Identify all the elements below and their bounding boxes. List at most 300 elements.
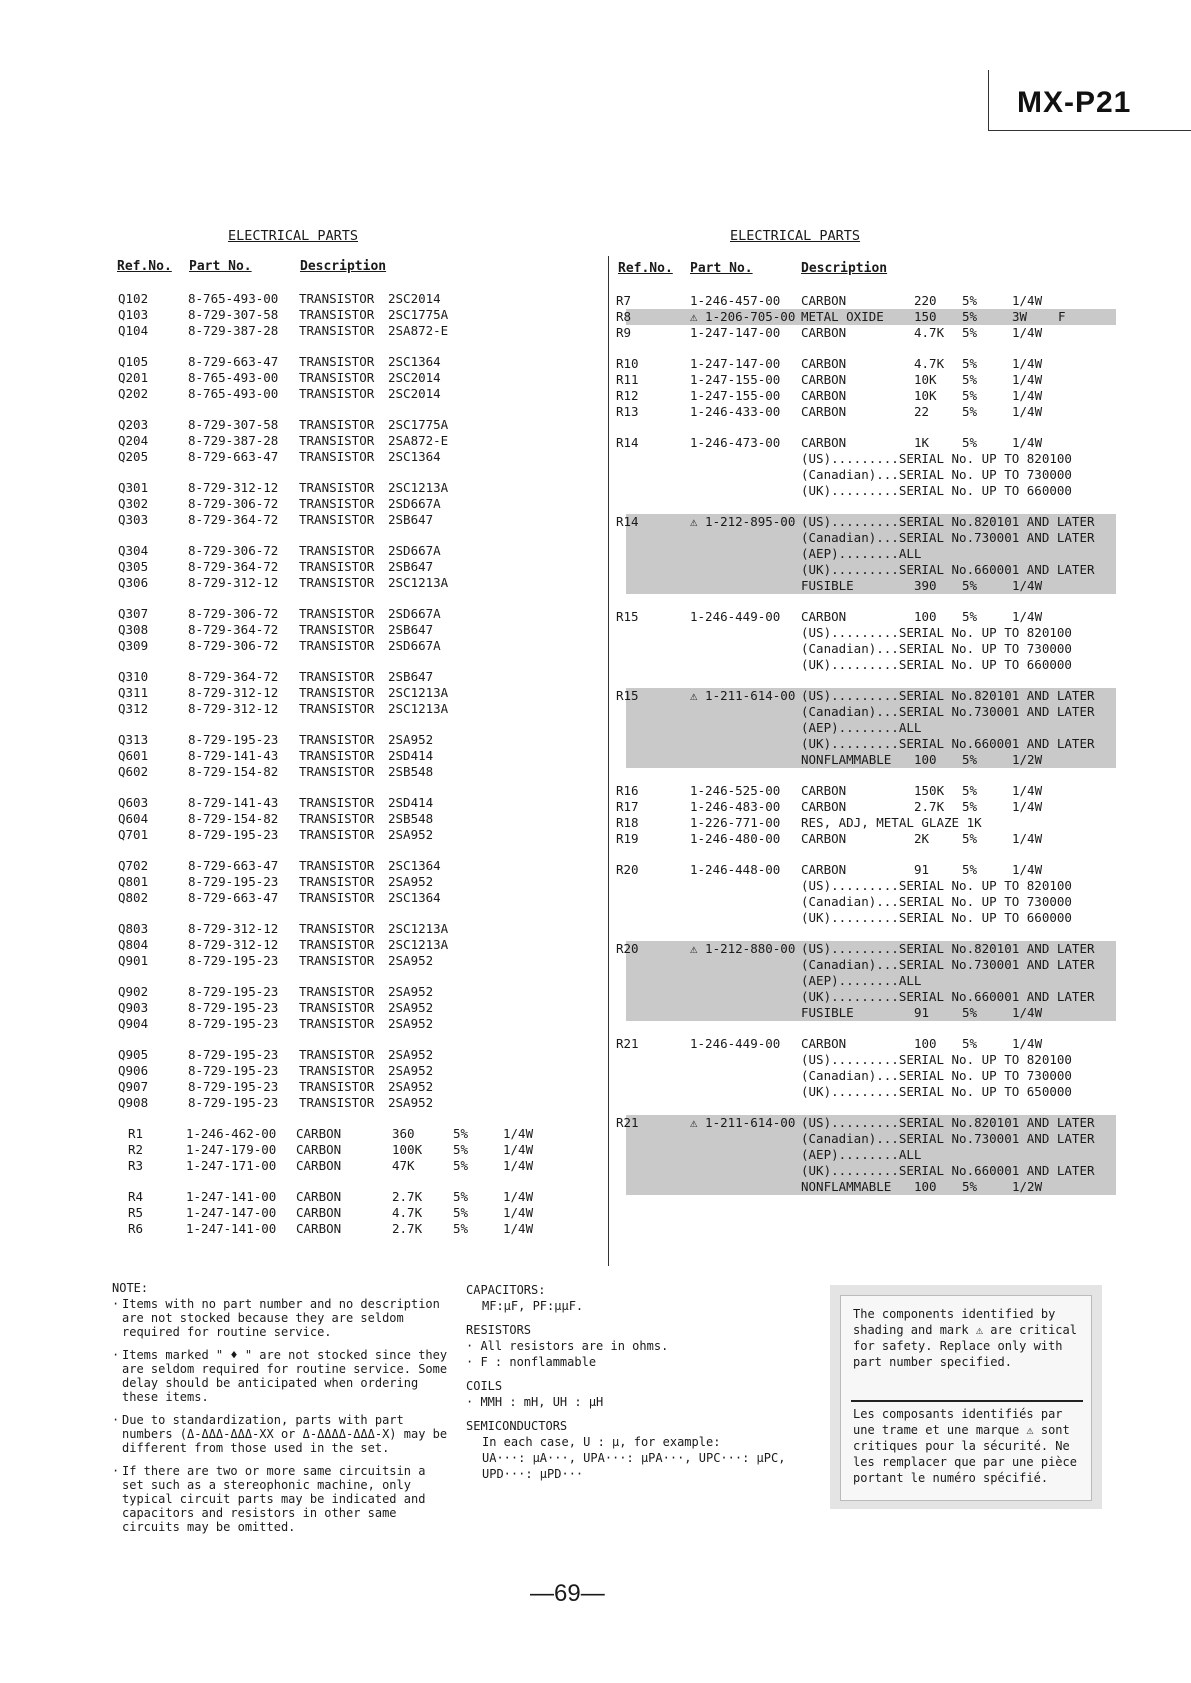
description: (UK).........SERIAL No.660001 AND LATER bbox=[801, 989, 1095, 1004]
description-type: TRANSISTOR bbox=[299, 559, 375, 574]
tolerance: 5% bbox=[962, 1005, 978, 1020]
parts-row bbox=[626, 1052, 1116, 1068]
parts-row bbox=[118, 1158, 588, 1174]
parts-row bbox=[616, 941, 1116, 957]
note-text: Due to standardization, parts with part numbers (Δ-ΔΔΔ-ΔΔΔ-XX or Δ-ΔΔΔΔ-ΔΔΔ-X) may be different from those used in the set. bbox=[122, 1413, 448, 1455]
parts-row bbox=[616, 688, 1116, 704]
part-no: 8-729-306-72 bbox=[188, 606, 279, 621]
description-type: TRANSISTOR bbox=[299, 496, 375, 511]
safety-shaded-row bbox=[616, 309, 1116, 325]
description-spec: 2SA952 bbox=[388, 1095, 434, 1110]
value: 2.7K bbox=[392, 1189, 423, 1204]
semiconductors-title: SEMICONDUCTORS bbox=[466, 1419, 568, 1433]
ref-no: R13 bbox=[616, 404, 639, 419]
note-item bbox=[112, 1413, 452, 1455]
ref-no: R17 bbox=[616, 799, 639, 814]
description: (US).........SERIAL No.820101 AND LATER bbox=[801, 941, 1095, 956]
parts-row bbox=[616, 1115, 1116, 1131]
description-type: CARBON bbox=[296, 1158, 342, 1173]
tolerance: 5% bbox=[453, 1158, 469, 1173]
parts-row bbox=[626, 752, 1116, 768]
part-no: 8-729-195-23 bbox=[188, 1000, 279, 1015]
description-spec: 2SC1775A bbox=[388, 417, 449, 432]
parts-row bbox=[616, 372, 1116, 388]
part-no: 8-729-306-72 bbox=[188, 543, 279, 558]
description-type: TRANSISTOR bbox=[299, 1016, 375, 1031]
ref-no: Q803 bbox=[118, 921, 149, 936]
ref-no: Q305 bbox=[118, 559, 149, 574]
part-no: 8-729-306-72 bbox=[188, 496, 279, 511]
parts-row bbox=[626, 625, 1116, 641]
parts-row bbox=[118, 543, 588, 559]
wattage: 1/4W bbox=[1012, 799, 1043, 814]
part-no: 1-247-147-00 bbox=[690, 325, 781, 340]
parts-row bbox=[118, 480, 588, 496]
description-spec: 2SA952 bbox=[388, 732, 434, 747]
ref-no: R19 bbox=[616, 831, 639, 846]
ref-no: R14 bbox=[616, 514, 639, 529]
description: (UK).........SERIAL No.660001 AND LATER bbox=[801, 562, 1095, 577]
ref-no: Q105 bbox=[118, 354, 149, 369]
parts-row bbox=[626, 1084, 1116, 1100]
parts-row bbox=[118, 1063, 588, 1079]
part-no: ⚠ 1-206-705-00 bbox=[690, 309, 796, 324]
part-no: 8-729-663-47 bbox=[188, 354, 279, 369]
part-no: 1-246-433-00 bbox=[690, 404, 781, 419]
group-spacer bbox=[118, 339, 588, 354]
part-no: 1-247-141-00 bbox=[186, 1221, 277, 1236]
description-type: NONFLAMMABLE bbox=[801, 752, 892, 767]
group-spacer bbox=[118, 1174, 588, 1189]
group-spacer bbox=[118, 780, 588, 795]
left-header-part: Part No. bbox=[189, 259, 252, 274]
description-type: TRANSISTOR bbox=[299, 323, 375, 338]
parts-row bbox=[626, 467, 1116, 483]
wattage: 1/4W bbox=[1012, 831, 1043, 846]
part-no: 8-729-312-12 bbox=[188, 575, 279, 590]
description-type: CARBON bbox=[801, 783, 847, 798]
ref-no: R21 bbox=[616, 1036, 639, 1051]
part-no: 1-246-480-00 bbox=[690, 831, 781, 846]
parts-block bbox=[616, 862, 1116, 926]
description-spec: 2SC2014 bbox=[388, 386, 441, 401]
ref-no: Q308 bbox=[118, 622, 149, 637]
description-spec: 2SC1775A bbox=[388, 307, 449, 322]
parts-row bbox=[118, 1126, 588, 1142]
ref-no: Q205 bbox=[118, 449, 149, 464]
part-no: 8-729-364-72 bbox=[188, 559, 279, 574]
ref-no: Q701 bbox=[118, 827, 149, 842]
value: 2K bbox=[914, 831, 930, 846]
description-spec: 2SD667A bbox=[388, 606, 441, 621]
parts-row bbox=[118, 764, 588, 780]
parts-row bbox=[626, 1005, 1116, 1021]
ref-no: Q702 bbox=[118, 858, 149, 873]
parts-row bbox=[118, 921, 588, 937]
group-spacer bbox=[118, 717, 588, 732]
wattage: 1/4W bbox=[503, 1142, 534, 1157]
description: (US).........SERIAL No. UP TO 820100 bbox=[801, 1052, 1072, 1067]
parts-row bbox=[626, 973, 1116, 989]
value: 10K bbox=[914, 388, 937, 403]
tolerance: 5% bbox=[453, 1189, 469, 1204]
parts-row bbox=[616, 388, 1116, 404]
tolerance: 5% bbox=[962, 293, 978, 308]
abbreviation-legend bbox=[466, 1282, 826, 1490]
notes-heading: NOTE: bbox=[112, 1281, 149, 1295]
note-text: Items marked " ♦ " are not stocked since they are seldom required for routine service. Some delay should be anticipated when ordering these items. bbox=[122, 1348, 448, 1404]
description: (Canadian)...SERIAL No.730001 AND LATER bbox=[801, 704, 1095, 719]
part-no: 1-246-449-00 bbox=[690, 1036, 781, 1051]
parts-row bbox=[626, 1179, 1116, 1195]
description-spec: 2SC1364 bbox=[388, 858, 441, 873]
description-type: TRANSISTOR bbox=[299, 575, 375, 590]
description-type: TRANSISTOR bbox=[299, 1063, 375, 1078]
wattage: 1/4W bbox=[1012, 1005, 1043, 1020]
part-no: 8-729-195-23 bbox=[188, 953, 279, 968]
description-type: CARBON bbox=[801, 609, 847, 624]
parts-row bbox=[616, 783, 1116, 799]
part-no: 1-246-449-00 bbox=[690, 609, 781, 624]
ref-no: R16 bbox=[616, 783, 639, 798]
ref-no: Q905 bbox=[118, 1047, 149, 1062]
part-no: 1-247-171-00 bbox=[186, 1158, 277, 1173]
part-no: 8-729-154-82 bbox=[188, 764, 279, 779]
group-spacer bbox=[118, 654, 588, 669]
description-type: TRANSISTOR bbox=[299, 827, 375, 842]
right-header-desc: Description bbox=[801, 261, 888, 276]
parts-row bbox=[626, 957, 1116, 973]
description-spec: 2SD667A bbox=[388, 543, 441, 558]
description: (AEP)........ALL bbox=[801, 1147, 922, 1162]
note-text: Items with no part number and no description are not stocked because they are seldom required for routine service. bbox=[122, 1297, 440, 1339]
description-type: TRANSISTOR bbox=[299, 921, 375, 936]
part-no: 8-729-312-12 bbox=[188, 480, 279, 495]
description: (AEP)........ALL bbox=[801, 720, 922, 735]
description-spec: 2SA952 bbox=[388, 953, 434, 968]
description-type: CARBON bbox=[801, 325, 847, 340]
parts-row bbox=[616, 404, 1116, 420]
description-spec: 2SA872-E bbox=[388, 433, 449, 448]
value: 91 bbox=[914, 862, 930, 877]
description-spec: 2SC1213A bbox=[388, 701, 449, 716]
part-no: 8-729-387-28 bbox=[188, 323, 279, 338]
description-type: TRANSISTOR bbox=[299, 874, 375, 889]
description-spec: 2SA952 bbox=[388, 874, 434, 889]
description-type: TRANSISTOR bbox=[299, 953, 375, 968]
parts-row bbox=[118, 291, 588, 307]
part-no: 8-729-364-72 bbox=[188, 669, 279, 684]
description-type: CARBON bbox=[801, 388, 847, 403]
capacitors-legend bbox=[466, 1282, 826, 1314]
part-no: 1-247-147-00 bbox=[690, 356, 781, 371]
parts-row bbox=[118, 937, 588, 953]
parts-row bbox=[626, 720, 1116, 736]
wattage: 1/4W bbox=[1012, 862, 1043, 877]
part-no: ⚠ 1-212-880-00 bbox=[690, 941, 796, 956]
parts-row bbox=[118, 323, 588, 339]
parts-row bbox=[118, 638, 588, 654]
part-no: 1-246-462-00 bbox=[186, 1126, 277, 1141]
description-type: TRANSISTOR bbox=[299, 433, 375, 448]
description-spec: 2SC1213A bbox=[388, 921, 449, 936]
value: 100K bbox=[392, 1142, 423, 1157]
part-no: 8-729-307-58 bbox=[188, 307, 279, 322]
part-no: 8-729-195-23 bbox=[188, 1016, 279, 1031]
ref-no: Q802 bbox=[118, 890, 149, 905]
ref-no: Q310 bbox=[118, 669, 149, 684]
description: (UK).........SERIAL No.660001 AND LATER bbox=[801, 1163, 1095, 1178]
parts-row bbox=[626, 989, 1116, 1005]
value: 2.7K bbox=[914, 799, 945, 814]
parts-row bbox=[118, 732, 588, 748]
left-section-title: ELECTRICAL PARTS bbox=[228, 228, 359, 244]
ref-no: R18 bbox=[616, 815, 639, 830]
description-spec: 2SD414 bbox=[388, 748, 434, 763]
parts-row bbox=[626, 1163, 1116, 1179]
safety-shaded-block bbox=[616, 1115, 1116, 1195]
ref-no: Q303 bbox=[118, 512, 149, 527]
part-no: 8-729-663-47 bbox=[188, 890, 279, 905]
tolerance: 5% bbox=[962, 1036, 978, 1051]
ref-no: R9 bbox=[616, 325, 632, 340]
group-spacer bbox=[118, 906, 588, 921]
ref-no: Q601 bbox=[118, 748, 149, 763]
description: (US).........SERIAL No. UP TO 820100 bbox=[801, 878, 1072, 893]
description-type: NONFLAMMABLE bbox=[801, 1179, 892, 1194]
parts-row bbox=[626, 657, 1116, 673]
group-spacer bbox=[118, 1111, 588, 1126]
description-type: TRANSISTOR bbox=[299, 1079, 375, 1094]
description-spec: 2SC1213A bbox=[388, 480, 449, 495]
description-type: TRANSISTOR bbox=[299, 811, 375, 826]
value: 4.7K bbox=[914, 325, 945, 340]
value: 150 bbox=[914, 309, 937, 324]
wattage: 1/4W bbox=[1012, 356, 1043, 371]
parts-row bbox=[626, 562, 1116, 578]
ref-no: Q102 bbox=[118, 291, 149, 306]
description-spec: 2SB647 bbox=[388, 559, 434, 574]
part-no: 8-729-195-23 bbox=[188, 827, 279, 842]
note-bullet: · bbox=[112, 1464, 120, 1478]
description-spec: 2SA952 bbox=[388, 827, 434, 842]
parts-row bbox=[626, 894, 1116, 910]
parts-row bbox=[118, 858, 588, 874]
ref-no: Q307 bbox=[118, 606, 149, 621]
coils-legend bbox=[466, 1378, 826, 1410]
group-spacer bbox=[626, 594, 1116, 609]
ref-no: Q903 bbox=[118, 1000, 149, 1015]
value: 1K bbox=[914, 435, 930, 450]
ref-no: R2 bbox=[128, 1142, 144, 1157]
semiconductors-line: UA···: μA···, UPA···: μPA···, UPC···: μPC, bbox=[482, 1451, 786, 1465]
part-no: 1-247-147-00 bbox=[186, 1205, 277, 1220]
part-no: 1-246-457-00 bbox=[690, 293, 781, 308]
right-header-ref: Ref.No. bbox=[618, 261, 673, 276]
ref-no: R21 bbox=[616, 1115, 639, 1130]
description-spec: 2SC1364 bbox=[388, 890, 441, 905]
description: (Canadian)...SERIAL No. UP TO 730000 bbox=[801, 641, 1072, 656]
description-type: CARBON bbox=[801, 831, 847, 846]
part-no: 1-247-179-00 bbox=[186, 1142, 277, 1157]
description: (AEP)........ALL bbox=[801, 973, 922, 988]
description-spec: 2SA952 bbox=[388, 1079, 434, 1094]
wattage: 1/4W bbox=[503, 1205, 534, 1220]
parts-row bbox=[118, 1079, 588, 1095]
group-spacer bbox=[626, 673, 1116, 688]
tolerance: 5% bbox=[962, 1179, 978, 1194]
parts-row bbox=[626, 451, 1116, 467]
wattage: 1/4W bbox=[503, 1189, 534, 1204]
description-spec: 2SC1364 bbox=[388, 449, 441, 464]
ref-no: R20 bbox=[616, 862, 639, 877]
description-type: TRANSISTOR bbox=[299, 937, 375, 952]
ref-no: R15 bbox=[616, 688, 639, 703]
column-divider bbox=[608, 256, 609, 1266]
part-no: 8-729-141-43 bbox=[188, 795, 279, 810]
value: 100 bbox=[914, 752, 937, 767]
semiconductors-line: In each case, U : μ, for example: bbox=[482, 1435, 721, 1449]
description-spec: 2SC1213A bbox=[388, 685, 449, 700]
parts-row bbox=[118, 1016, 588, 1032]
parts-row bbox=[616, 815, 1116, 831]
description-spec: 2SA952 bbox=[388, 1000, 434, 1015]
description-type: TRANSISTOR bbox=[299, 764, 375, 779]
part-no: 8-729-312-12 bbox=[188, 701, 279, 716]
parts-row bbox=[616, 1036, 1116, 1052]
description-spec: 2SB647 bbox=[388, 669, 434, 684]
part-no: 8-765-493-00 bbox=[188, 370, 279, 385]
wattage: 3W bbox=[1012, 309, 1028, 324]
resistors-title: RESISTORS bbox=[466, 1323, 532, 1337]
left-parts-list bbox=[118, 291, 588, 1237]
parts-row bbox=[118, 811, 588, 827]
part-no: 1-226-771-00 bbox=[690, 815, 781, 830]
parts-row bbox=[118, 1189, 588, 1205]
parts-row bbox=[616, 799, 1116, 815]
safety-notice-inner bbox=[840, 1295, 1092, 1501]
parts-row bbox=[118, 874, 588, 890]
part-no: 8-729-195-23 bbox=[188, 1047, 279, 1062]
safety-shaded-block bbox=[616, 688, 1116, 768]
coils-title: COILS bbox=[466, 1379, 503, 1393]
description-type: TRANSISTOR bbox=[299, 622, 375, 637]
ref-no: Q302 bbox=[118, 496, 149, 511]
ref-no: R6 bbox=[128, 1221, 144, 1236]
parts-row bbox=[626, 1147, 1116, 1163]
description-spec: 2SC2014 bbox=[388, 370, 441, 385]
safety-text-english: The components identified by shading and mark ⚠ are critical for safety. Replace only with part number specified. bbox=[853, 1307, 1077, 1369]
parts-row bbox=[118, 669, 588, 685]
description-type: TRANSISTOR bbox=[299, 354, 375, 369]
wattage: 1/4W bbox=[1012, 435, 1043, 450]
parts-row bbox=[626, 1131, 1116, 1147]
safety-text-french: Les composants identifiés par une trame et une marque ⚠ sont critiques pour la sécurité. Ne les remplacer que par une pièce portant le numéro spécifié. bbox=[853, 1407, 1077, 1485]
wattage: 1/2W bbox=[1012, 752, 1043, 767]
part-no: 8-729-364-72 bbox=[188, 622, 279, 637]
value: 22 bbox=[914, 404, 930, 419]
parts-row bbox=[118, 1000, 588, 1016]
description: (US).........SERIAL No.820101 AND LATER bbox=[801, 514, 1095, 529]
value: 390 bbox=[914, 578, 937, 593]
description-type: TRANSISTOR bbox=[299, 417, 375, 432]
description-type: TRANSISTOR bbox=[299, 370, 375, 385]
parts-row bbox=[118, 496, 588, 512]
parts-row bbox=[626, 878, 1116, 894]
ref-no: Q902 bbox=[118, 984, 149, 999]
wattage: 1/4W bbox=[1012, 388, 1043, 403]
parts-row bbox=[118, 1047, 588, 1063]
description-type: CARBON bbox=[801, 862, 847, 877]
part-no: 8-729-312-12 bbox=[188, 921, 279, 936]
description-type: TRANSISTOR bbox=[299, 1000, 375, 1015]
parts-row bbox=[616, 435, 1116, 451]
parts-row bbox=[626, 1068, 1116, 1084]
capacitors-title: CAPACITORS: bbox=[466, 1283, 546, 1297]
left-header-ref: Ref.No. bbox=[117, 259, 172, 274]
value: 360 bbox=[392, 1126, 415, 1141]
parts-row bbox=[626, 530, 1116, 546]
description-type: TRANSISTOR bbox=[299, 748, 375, 763]
tolerance: 5% bbox=[962, 783, 978, 798]
model-name: MX-P21 bbox=[1017, 86, 1132, 119]
value: 100 bbox=[914, 1179, 937, 1194]
description: (UK).........SERIAL No.660001 AND LATER bbox=[801, 736, 1095, 751]
description-type: TRANSISTOR bbox=[299, 606, 375, 621]
description-type: TRANSISTOR bbox=[299, 685, 375, 700]
parts-row bbox=[616, 862, 1116, 878]
ref-no: Q312 bbox=[118, 701, 149, 716]
note-bullet: · bbox=[112, 1413, 120, 1427]
wattage: 1/4W bbox=[503, 1221, 534, 1236]
note-bullet: · bbox=[112, 1348, 120, 1362]
description-spec: 2SA872-E bbox=[388, 323, 449, 338]
part-no: 8-729-195-23 bbox=[188, 874, 279, 889]
description-type: CARBON bbox=[801, 1036, 847, 1051]
ref-no: Q301 bbox=[118, 480, 149, 495]
tolerance: 5% bbox=[962, 388, 978, 403]
description-type: TRANSISTOR bbox=[299, 543, 375, 558]
ref-no: R14 bbox=[616, 435, 639, 450]
ref-no: Q309 bbox=[118, 638, 149, 653]
part-no: 8-729-195-23 bbox=[188, 732, 279, 747]
tolerance: 5% bbox=[962, 435, 978, 450]
description-type: TRANSISTOR bbox=[299, 638, 375, 653]
description: (AEP)........ALL bbox=[801, 546, 922, 561]
ref-no: R20 bbox=[616, 941, 639, 956]
parts-row bbox=[626, 641, 1116, 657]
parts-row bbox=[118, 386, 588, 402]
part-no: 8-765-493-00 bbox=[188, 291, 279, 306]
value: 150K bbox=[914, 783, 945, 798]
tolerance: 5% bbox=[962, 578, 978, 593]
description-spec: 2SB548 bbox=[388, 764, 434, 779]
description-type: CARBON bbox=[296, 1205, 342, 1220]
safety-shaded-block bbox=[616, 941, 1116, 1021]
value: 47K bbox=[392, 1158, 415, 1173]
description-spec: 2SB647 bbox=[388, 622, 434, 637]
part-no: 8-729-195-23 bbox=[188, 1063, 279, 1078]
part-no: 8-729-195-23 bbox=[188, 984, 279, 999]
flag: F bbox=[1058, 309, 1066, 324]
parts-row bbox=[616, 831, 1116, 847]
group-spacer bbox=[626, 420, 1116, 435]
note-bullet: · bbox=[112, 1297, 120, 1311]
parts-row bbox=[626, 578, 1116, 594]
part-no: 8-729-364-72 bbox=[188, 512, 279, 527]
value: 220 bbox=[914, 293, 937, 308]
part-no: 8-729-387-28 bbox=[188, 433, 279, 448]
